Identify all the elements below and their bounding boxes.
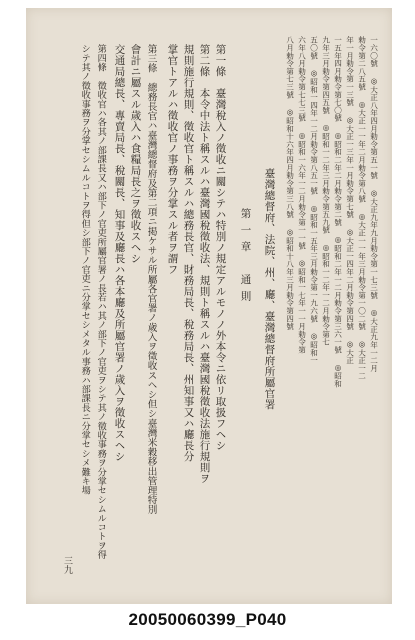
document-page	[26, 8, 392, 604]
article-line: 會計ニ屬スル歲入ハ食糧局長之ヲ徵收スヘシ	[129, 44, 142, 264]
issuing-authority: 臺灣總督府、法院、州、廳、臺灣總督府所屬官署	[263, 168, 276, 410]
article-line: 交通局總長、專賣局長、稅關長、知事及廳長ハ各本廳及所屬官署ノ歲入ヲ徵收スヘシ	[113, 44, 126, 462]
amendment-line: 年一月勅令第一三號 ◎大正一三年一月勅令第七號 ◎大正一四年二月勅令第四號 ◎大正	[345, 36, 355, 365]
amendment-line: 五〇號 ◎昭和一四年一二月勅令第八五一號 ◎昭和一五年三月勅令第一九六號 ◎昭和一	[309, 36, 319, 365]
article-line: 掌官トアルハ徵收官ノ事務ヲ分掌スル者ヲ謂フ	[166, 44, 179, 275]
chapter-heading: 第一章 通則	[239, 208, 252, 307]
amendment-line: 九年三月勅令第四五號 ◎昭和一二年三月勅令第五九號 ◎昭和一二年一二月勅令第七	[321, 36, 331, 346]
article-line: 第一條 臺灣稅入ノ徵收ニ關シテハ特別ノ規定アルモノノ外本令ニ依リ取扱フヘシ	[214, 44, 227, 451]
amendment-line: 六年八月勅令第七七三號 ◎昭和一六年一二月勅令第一一號 ◎昭和一七年一一月勅令第	[297, 36, 307, 354]
article-line: シテ其ノ徵收事務ヲ分掌セシムルコトヲ得但シ部下ノ官吏ニ分掌セシメタル事務ハ部課長ニ分掌セシメ難キ場	[79, 44, 91, 495]
article-line: 規則施行規則、徵收官ト稱スルハ總務長官、財務局長、稅務局長、州知事又ハ廳長分	[182, 44, 195, 462]
image-caption: 20050060399_P040	[128, 610, 287, 629]
page-number: 三九	[62, 556, 72, 574]
article-line: 第四條 徵收官ハ各其ノ部課長又ハ部下ノ官吏所屬官署ノ長若ハ其ノ部下ノ官吏ヲシテ其ノ徵收事務ヲ分掌セシムルコトヲ得	[95, 44, 107, 560]
amendment-line: 一六〇號 ◎大正八年四月勅令第五一號 ◎大正九年九月勅令第一七三號 ◎大正九年一二月	[369, 36, 379, 372]
amendment-line: 一五年四月勅令第七〇號 ◎昭和二年二月勅令第二號 ◎昭和二年一二月勅令第三六一號 ◎昭和	[333, 36, 343, 388]
amendment-line: 勅令第二八五號 ◎大正一一年二月勅令第八號 ◎大正一一年三月勅令第一〇二號 ◎大正一二	[357, 36, 367, 380]
amendment-line: 八月勅令第七三號 ◎昭和十六年四月勅令第三八號 ◎昭和十八年三月勅令第四號	[285, 36, 295, 331]
article-line: 第三條 總務長官ハ臺灣總督府及第二項ニ掲ケサル所屬各官署ノ歲入ヲ徵收スヘシ但シ臺灣米穀移出管理特別	[145, 44, 157, 515]
article-line: 第二條 本令中法ト稱スルハ臺灣國稅徵收法、規則ト稱スルハ臺灣國稅徵收法施行規則ヲ	[198, 44, 211, 484]
